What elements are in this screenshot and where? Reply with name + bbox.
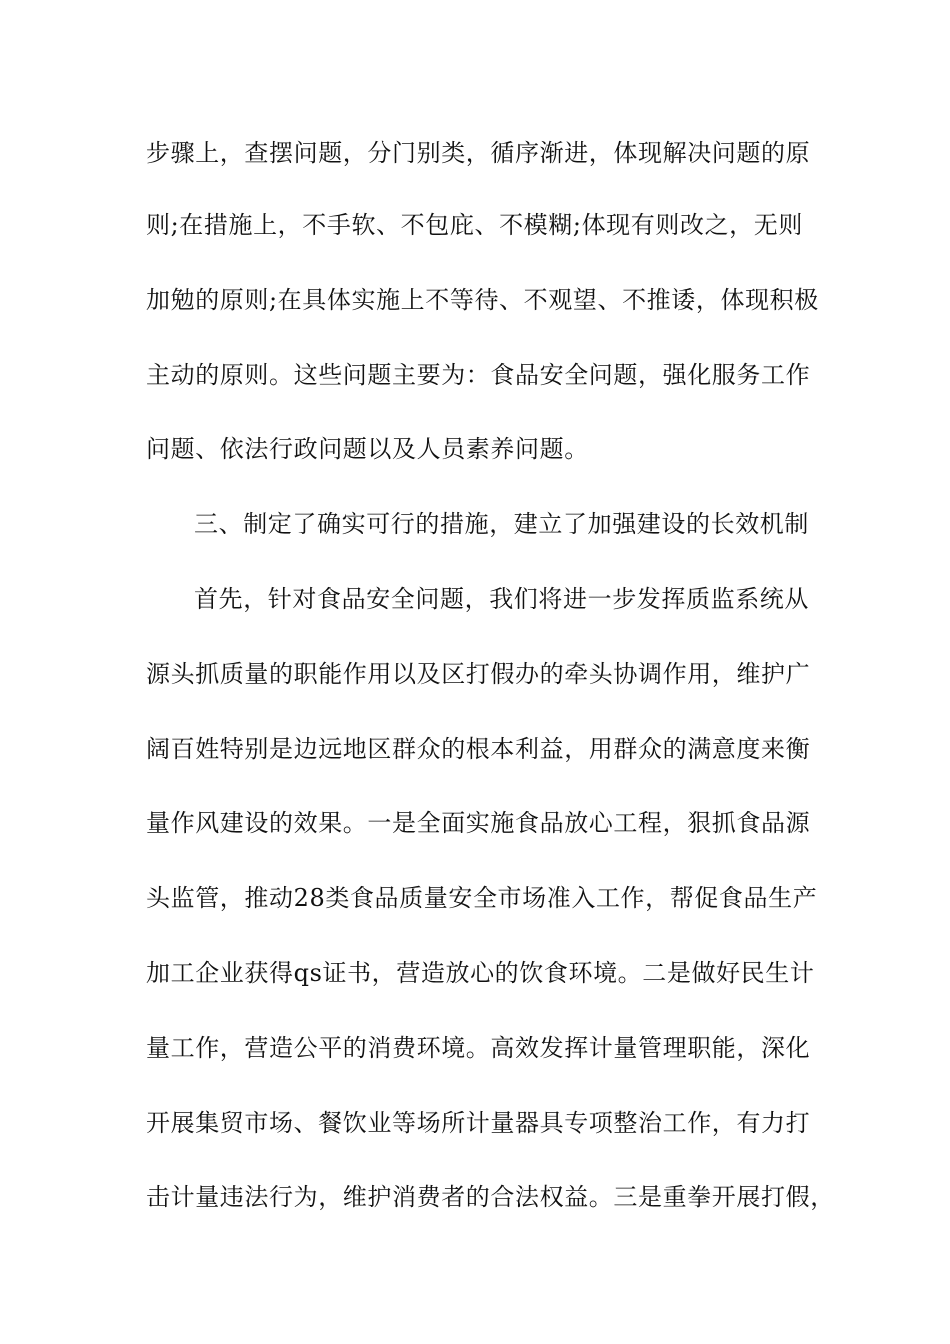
- section-heading: 三、制定了确实可行的措施，建立了加强建设的长效机制: [194, 510, 809, 538]
- text-line: 加工企业获得qs证书，营造放心的饮食环境。二是做好民生计: [146, 959, 815, 987]
- text-line: 量工作，营造公平的消费环境。高效发挥计量管理职能，深化: [146, 1034, 811, 1062]
- text-line: 主动的原则。这些问题主要为：食品安全问题，强化服务工作: [146, 361, 811, 389]
- text-line: 则;在措施上，不手软、不包庇、不模糊;体现有则改之，无则: [146, 211, 803, 239]
- text-line: 阔百姓特别是边远地区群众的根本利益，用群众的满意度来衡: [146, 735, 811, 763]
- text-line: 首先，针对食品安全问题，我们将进一步发挥质监系统从: [194, 585, 809, 613]
- text-line: 加勉的原则;在具体实施上不等待、不观望、不推诿，体现积极: [146, 286, 819, 314]
- text-line: 量作风建设的效果。一是全面实施食品放心工程，狠抓食品源: [146, 809, 811, 837]
- text-line: 击计量违法行为，维护消费者的合法权益。三是重拳开展打假，: [146, 1183, 835, 1211]
- text-line: 源头抓质量的职能作用以及区打假办的牵头协调作用，维护广: [146, 660, 811, 688]
- text-line: 问题、依法行政问题以及人员素养问题。: [146, 435, 589, 463]
- text-line: 开展集贸市场、餐饮业等场所计量器具专项整治工作，有力打: [146, 1109, 811, 1137]
- text-line: 步骤上，查摆问题，分门别类，循序渐进，体现解决问题的原: [146, 139, 811, 167]
- text-line: 头监管，推动28类食品质量安全市场准入工作，帮促食品生产: [146, 884, 818, 912]
